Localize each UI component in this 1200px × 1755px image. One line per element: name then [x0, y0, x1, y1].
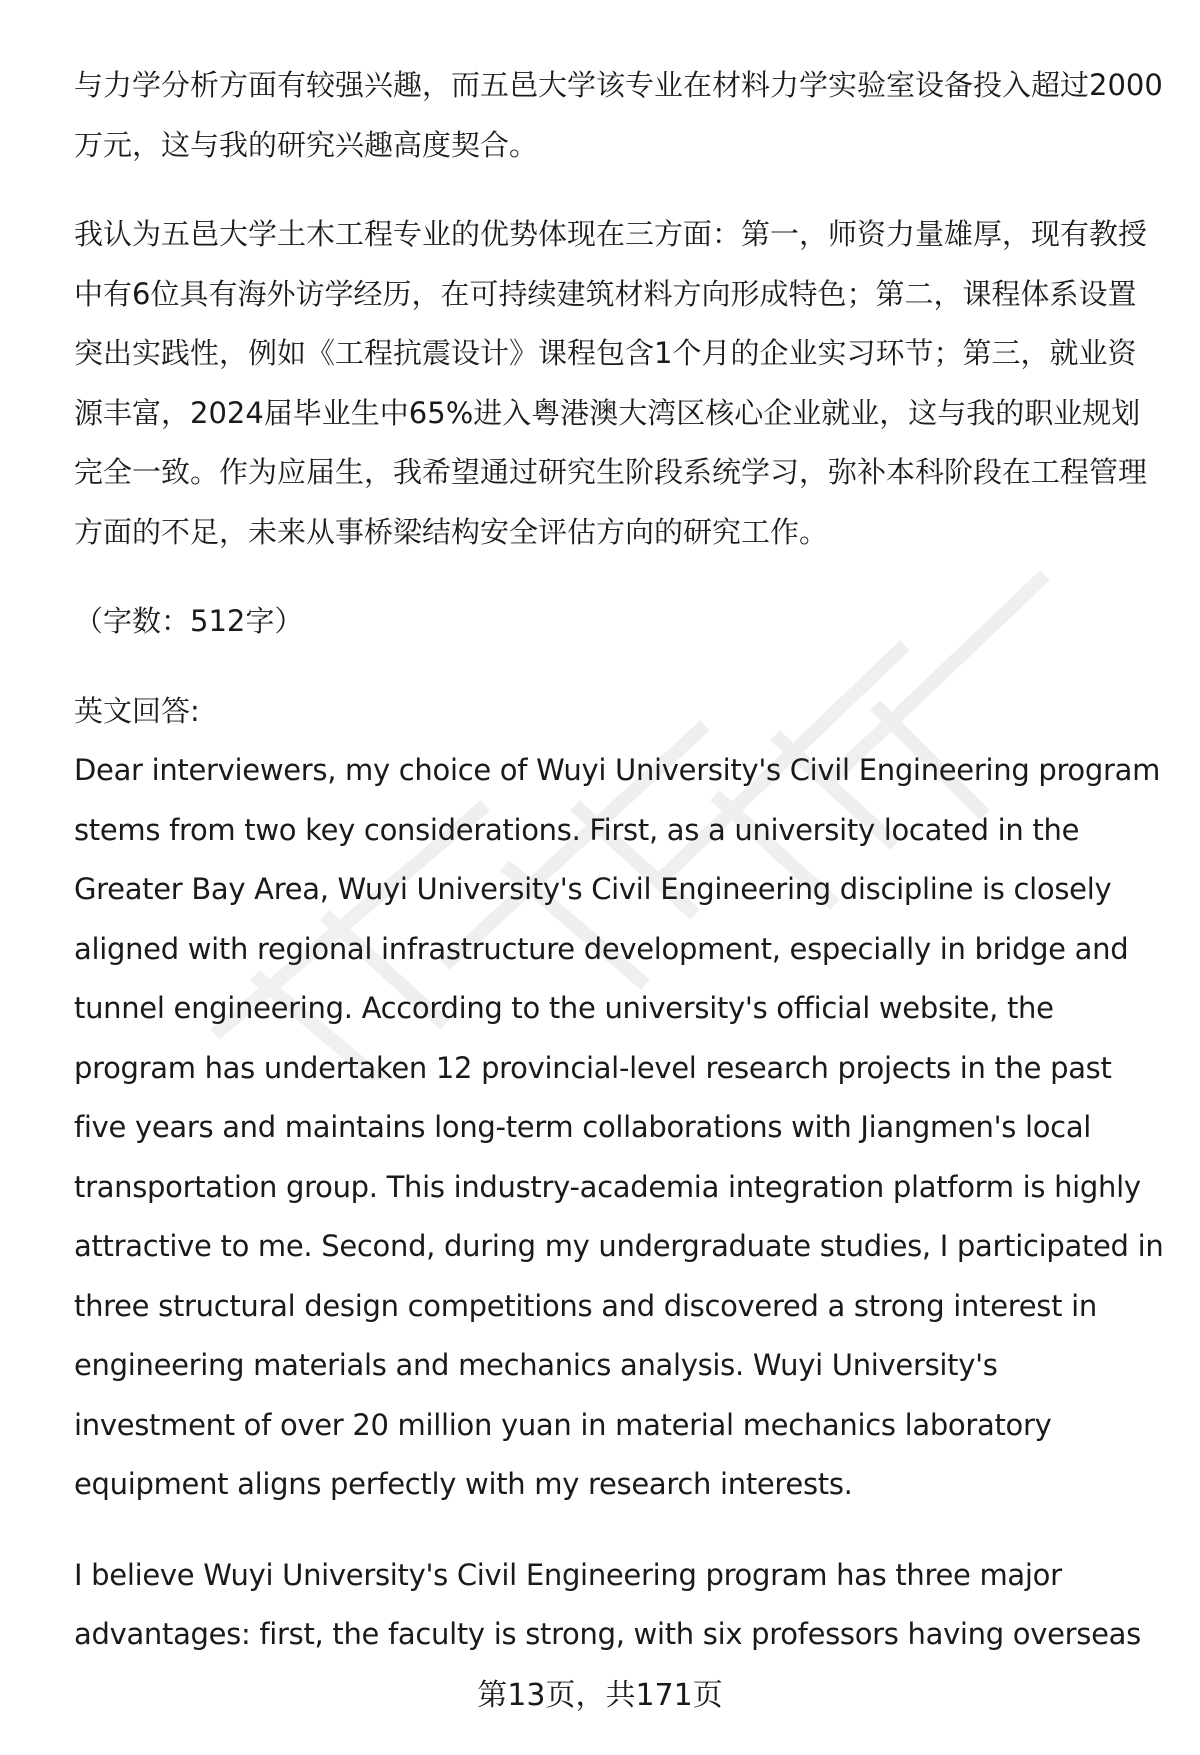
- page-number: 第13页，共171页: [477, 1678, 723, 1713]
- paragraph-zh-2: 我认为五邑大学土木工程专业的优势体现在三方面：第一，师资力量雄厚，现有教授中有6位具有海外访学经历，在可持续建筑材料方向形成特色；第二，课程体系设置突出实践性，例如《工程抗震设计》课程包含1个月的企业实习环节；第三，就业资源丰富，2024届毕业生中65%进入粤港澳大湾区核心企业就业，这与我的职业规划完全一致。作为应届生，我希望通过研究生阶段系统学习，弥补本科阶段在工程管理方面的不足，未来从事桥梁结构安全评估方向的研究工作。: [74, 217, 1148, 549]
- paragraph-en-1: Dear interviewers, my choice of Wuyi University's Civil Engineering program stems from two key considerations. First, as a university located in the Greater Bay Area, Wuyi University's Civil Engineering discipline is closely aligned with regional infrastructure development, especially in bridge and tunnel engineering. According to the university's official website, the program has undertaken 12 provincial-level research projects in the past five years and maintains long-term collaborations with Jiangmen's local transportation group. This industry-academia integration platform is highly attractive to me. Second, during my undergraduate studies, I participated in three structural design competitions and discovered a strong interest in engineering materials and mechanics analysis. Wuyi University's investment of over 20 million yuan in material mechanics laboratory equipment aligns perfectly with my research interests.: [74, 753, 1164, 1501]
- word-count: （字数：512字）: [74, 604, 304, 638]
- english-heading: 英文回答:: [74, 693, 200, 728]
- document-body: [74, 56, 1164, 1665]
- paragraph-en-2: I believe Wuyi University's Civil Engineering program has three major advantages: first, the faculty is strong, with six professors having overseas: [74, 1557, 1141, 1651]
- paragraph-zh-1: 与力学分析方面有较强兴趣，而五邑大学该专业在材料力学实验室设备投入超过2000万元，这与我的研究兴趣高度契合。: [74, 68, 1163, 162]
